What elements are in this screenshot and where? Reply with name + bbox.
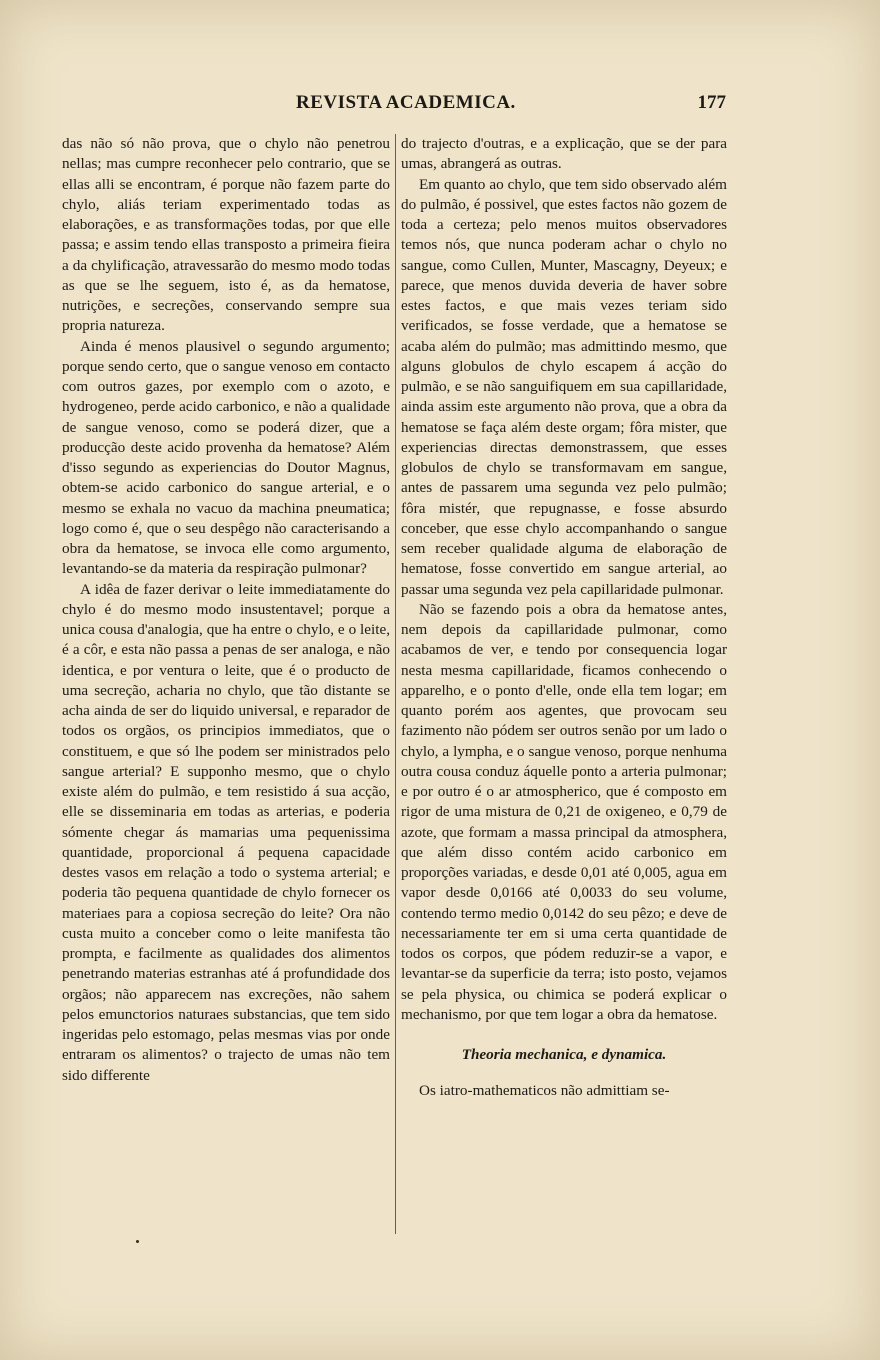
ink-speck bbox=[136, 1240, 139, 1243]
paragraph: Os iatro-mathematicos não admittiam se- bbox=[419, 1082, 670, 1100]
running-header bbox=[60, 90, 730, 120]
section-subheading: Theoria mechanica, e dynamica. bbox=[461, 1046, 667, 1063]
paragraph: Não se fazendo pois a obra da hematose antes, nem depois da capillaridade pulmonar, como acabamos de ver, e tendo por consequencia logar nesta mesma capillaridade, ficamos conhecendo o apparelho, e o ponto d'elle, onde ella tem logar; em quanto porém aos agentes, que provocam seu fazimento não pódem ser outros senão por um lado o chylo, a lympha, e o sangue venoso, porque nenhuma outra cousa conduz áquelle ponto a arteria pulmonar; e por outro é o ar atmospherico, que é composto em rigor de uma mistura de 0,21 de oxigeneo, e 0,79 de azote, que formam a massa principal da atmosphera, que além disso contém acido carbonico em proporções variadas, e desde 0,01 até 0,005, agua em vapor desde 0,0166 até 0,0033 do seu volume, contendo termo medio 0,0142 do seu pêzo; e deve de necessariamente ter em si uma certa quantidade de todos os corpos, que pódem reduzir-se a vapor, e levantar-se da superficie da terra; isto posto, vejamos se pela physica, ou chimica se poderá explicar o mechanismo, por que tem logar a obra da hematose. bbox=[401, 600, 727, 1023]
column-divider bbox=[395, 134, 396, 1234]
paragraph: Em quanto ao chylo, que tem sido observado além do pulmão, é possivel, que estes factos não gozem de toda a certeza; pelo menos muitos observadores temos nós, que nunca poderam achar o chylo no sangue, como Cullen, Munter, Mascagny, Deyeux; e parece, que menos duvida deveria de haver sobre estes factos, e que mais vezes teriam sido verificados, se fosse verdade, que a hematose se acaba além do pulmão; mas admittindo mesmo, que alguns globulos de chylo escapem á acção do pulmão, e se não sanguifiquem em sua capillaridade, ainda assim este argumento não prova, que a obra da hematose se faça além deste orgam; fôra mister, que experiencias directas demonstrassem, que esses globulos de chylo se transformavam em sangue, antes de passarem uma segunda vez pelo pulmão; fôra mistér, que repugnasse, e fosse absurdo conceber, que esse chylo accompanhando o sangue sem receber qualidade alguma de elaboração de hematose, fosse convertido em sangue arterial, ao passar uma segunda vez pela capillaridade pulmonar. bbox=[401, 175, 727, 598]
page-number: 177 bbox=[697, 92, 726, 113]
paragraph: Ainda é menos plausivel o segundo argumento; porque sendo certo, que o sangue venoso em contacto com outros gazes, por exemplo com o azoto, e hydrogeneo, perde acido carbonico, e não a qualidade de sangue venoso, como se poderá dizer, que a producção deste acido provenha da hematose? Além d'isso segundo as experiencias do Doutor Magnus, obtem-se acido carbonico do sangue arterial, e o mesmo se exhala no vacuo da machina pneumatica; logo como é, que o seu despêgo não caracterisando a obra da hematose, se invoca elle como argumento, levantando-se da materia da respiração pulmonar? bbox=[62, 337, 390, 578]
paragraph: do trajecto d'outras, e a explicação, que se der para umas, abrangerá as outras. bbox=[401, 135, 727, 173]
paragraph: A idêa de fazer derivar o leite immediatamente do chylo é do mesmo modo insustentavel; porque a unica cousa d'analogia, que ha entre o chylo, e o leite, é a côr, e esta não passa a penas de ser analoga, e não identica, e por ventura o leite, que é o producto de uma secreção, acharia no chylo, que tão distante se acha ainda de ser do liquido universal, e reparador de todos os orgãos, os principios immediatos, que o constituem, e que só lhe podem ser ministrados pelo sangue arterial? E supponho mesmo, que o chylo existe além do pulmão, e tem resistido á sua acção, elle se disseminaria em todas as arterias, e poderia sómente chegar ás mamarias uma pequenissima quantidade, proporcional á pequena capacidade destes vasos em relação a todo o systema arterial; e poderia tão pequena quantidade de chylo fornecer os materiaes para a copiosa secreção do leite? Ora não custa muito a conceber como o leite manifesta tão prompta, e facilmente as qualidades dos alimentos penetrando materias estranhas até á profundidade dos orgãos; não apparecem nas excreções, não sahem pelos emunctorios naturaes substancias, que tem sido ingeridas pelo estomago, pelas mesmas vias por onde entraram os alimentos? o trajecto de umas não tem sido differente bbox=[62, 580, 390, 1084]
right-column bbox=[401, 134, 727, 1102]
journal-title: REVISTA ACADEMICA. bbox=[296, 92, 516, 113]
left-column bbox=[62, 134, 390, 1086]
paragraph: das não só não prova, que o chylo não penetrou nellas; mas cumpre reconhecer pelo contrario, que se ellas alli se encontram, é porque não fazem parte do chylo, aliás teriam experimentado todas as elaborações, e as transformações todas, por que elle passa; e assim tendo ellas transposto a primeira fieira a da chylificação, atravessarão do mesmo modo todas as que se lhe seguem, isto é, as da hematose, nutrições, e secreções, conservando sempre sua propria natureza. bbox=[62, 135, 390, 335]
